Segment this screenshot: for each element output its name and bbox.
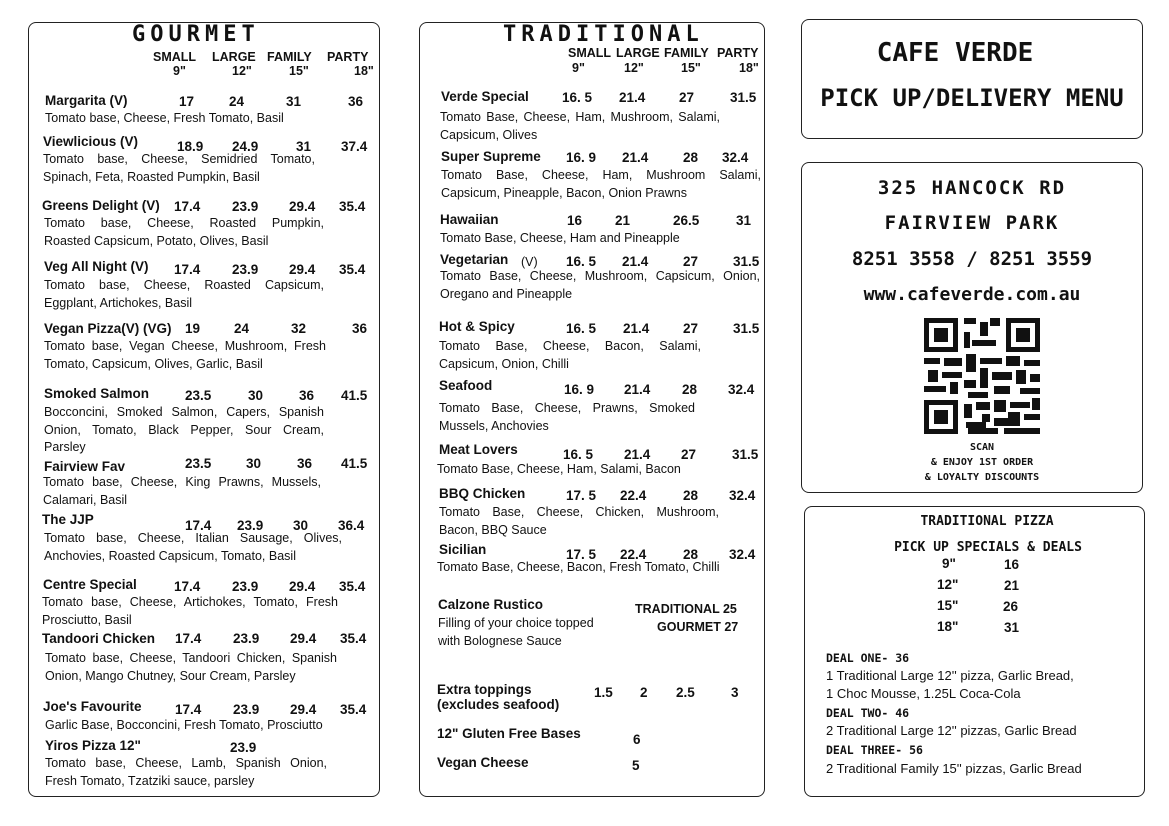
traditional-size-party: PARTY [717,46,759,60]
price-small: 17.4 [175,631,202,646]
traditional-inch-large: 12" [624,61,644,75]
deal-size: 18" [937,619,959,634]
price-party: 32.4 [728,382,755,397]
price-party: 35.4 [339,199,366,214]
extra-price-small: 1.5 [594,685,613,700]
price-small: 16. 9 [564,382,595,397]
price-large: 23.9 [232,262,259,277]
price-small: 17. 5 [566,488,597,503]
menu-item-name: Hawaiian [440,212,499,227]
vegan-cheese-label: Vegan Cheese [437,755,529,770]
price-large: 23.9 [237,518,264,533]
price-large: 23.9 [232,579,259,594]
price-small: 17.4 [185,518,212,533]
price-large: 21.4 [623,321,650,336]
deal-size-price: 31 [1004,620,1020,635]
price-party: 32.4 [729,547,756,562]
price-small: 16. 5 [563,447,594,462]
price-family: 30 [293,518,309,533]
gourmet-size-small: SMALL [153,50,197,64]
menu-item-desc: Tomato base, Cheese, Semidried Tomato, Spinach, Feta, Roasted Pumpkin, Basil [43,152,315,184]
menu-item-desc: Tomato Base, Cheese, Prawns, Smoked Mussels, Anchovies [439,401,695,433]
menu-item-desc: Tomato base, Cheese, Artichokes, Tomato, Fresh Prosciutto, Basil [42,595,338,627]
menu-item-desc: Tomato Base, Cheese, Ham and Pineapple [440,231,680,245]
price-family: 29.4 [289,579,316,594]
menu-item-desc: Tomato Base, Cheese, Ham, Salami, Bacon [437,462,681,476]
price-large: 23.9 [230,740,257,755]
price-large: 22.4 [620,488,647,503]
menu-item-desc: Tomato base, Cheese, King Prawns, Mussels, Calamari, Basil [43,475,321,507]
website[interactable]: www.cafeverde.com.au [863,284,1081,305]
price-family: 28 [682,382,698,397]
price-large: 23.9 [232,199,259,214]
extra-price-large: 2 [640,685,648,700]
gourmet-inch-small: 9" [173,64,186,78]
menu-item-name: Vegetarian [440,252,509,267]
price-family: 27 [683,254,699,269]
price-party: 32.4 [722,150,749,165]
menu-item-desc: Garlic Base, Bocconcini, Fresh Tomato, Prosciutto [45,718,323,732]
price-small: 19 [185,321,201,336]
price-small: 17. 5 [566,547,597,562]
price-party: 41.5 [341,456,368,471]
price-family: 29.4 [289,199,316,214]
menu-item-desc: Tomato Base, Cheese, Bacon, Salami, Capsicum, Onion, Chilli [439,339,701,371]
gourmet-size-large: LARGE [212,50,256,64]
deal-one-line-1: 1 Traditional Large 12'' pizza, Garlic Bread, [826,668,1074,683]
gourmet-size-family: FAMILY [267,50,312,64]
price-large: 24 [234,321,250,336]
traditional-size-family: FAMILY [664,46,709,60]
extra-price-party: 3 [731,685,739,700]
price-small: 16. 5 [562,90,593,105]
price-small: 17 [179,94,195,109]
menu-item-desc: Tomato base, Cheese, Roasted Pumpkin, Roasted Capsicum, Potato, Olives, Basil [44,216,324,248]
menu-item-desc: Tomato base, Vegan Cheese, Mushroom, Fresh Tomato, Capsicum, Olives, Garlic, Basil [44,339,326,371]
menu-item-desc: Tomato Base, Cheese, Ham, Mushroom, Salami, Capsicum, Olives [440,110,720,142]
deal-size-price: 16 [1004,557,1020,572]
price-party: 31.5 [730,90,757,105]
menu-item-name: Verde Special [441,89,529,104]
price-large: 23.9 [233,702,260,717]
cafe-name: CAFE VERDE [876,38,1034,68]
price-family: 28 [683,150,699,165]
menu-item-desc: Tomato Base, Cheese, Bacon, Fresh Tomato, Chilli [437,560,720,574]
menu-item-desc: Bocconcini, Smoked Salmon, Capers, Spanish Onion, Tomato, Black Pepper, Sour Cream, Parsley [44,405,324,454]
deal-size: 12" [937,577,959,592]
menu-item-name: Seafood [439,378,493,393]
menu-item-desc: Tomato base, Cheese, Lamb, Spanish Onion, Fresh Tomato, Tzatziki sauce, parsley [45,756,327,788]
price-party: 31.5 [733,254,760,269]
menu-item-name: Greens Delight (V) [42,198,160,213]
menu-item-name: Hot & Spicy [439,319,515,334]
price-family: 29.4 [290,631,317,646]
deal-size: 15" [937,598,959,613]
price-family: 28 [683,547,699,562]
price-small: 17.4 [174,199,201,214]
price-party: 32.4 [729,488,756,503]
price-large: 30 [248,388,264,403]
deal-two-line-1: 2 Traditional Large 12'' pizzas, Garlic Bread [826,723,1077,738]
menu-item-name: Meat Lovers [439,442,518,457]
qr-code-icon[interactable] [924,318,1040,434]
calzone-gourmet-price: GOURMET 27 [657,620,739,634]
phone-numbers: 8251 3558 / 8251 3559 [851,248,1093,270]
price-large: 21.4 [622,254,649,269]
price-small: 16. 5 [566,254,597,269]
price-small: 17.4 [174,579,201,594]
price-party: 31.5 [733,321,760,336]
price-party: 31.5 [732,447,759,462]
price-family: 31 [296,139,312,154]
calzone-name: Calzone Rustico [438,597,544,612]
address-line-1: 325 HANCOCK RD [877,177,1067,199]
scan-offer-line-2: & LOYALTY DISCOUNTS [924,472,1040,483]
price-party: 35.4 [339,262,366,277]
menu-item-name: Centre Special [43,577,137,592]
price-large: 22.4 [620,547,647,562]
price-large: 21.4 [624,447,651,462]
cafe-name-panel [801,19,1143,139]
price-family: 27 [679,90,695,105]
menu-item-desc: Tomato base, Cheese, Roasted Capsicum, Eggplant, Artichokes, Basil [44,278,324,310]
menu-item-desc: Tomato Base, Cheese, Mushroom, Capsicum, Onion, Oregano and Pineapple [440,269,760,301]
menu-item-name: Smoked Salmon [44,386,150,401]
menu-item-name: Yiros Pizza 12" [45,738,141,753]
gourmet-title: GOURMET [132,22,260,47]
deals-subtitle: PICK UP SPECIALS & DEALS [894,540,1082,555]
menu-item-name: Super Supreme [441,149,541,164]
menu-item-desc: Tomato Base, Cheese, Chicken, Mushroom, Bacon, BBQ Sauce [439,505,719,537]
price-small: 17.4 [174,262,201,277]
menu-item-name: Veg All Night (V) [44,259,149,274]
price-party: 35.4 [340,702,367,717]
deal-one-line-2: 1 Choc Mousse, 1.25L Coca-Cola [826,686,1021,701]
menu-item-name: Fairview Fav [44,459,126,474]
scan-text: SCAN [969,442,995,453]
price-large: 21.4 [619,90,646,105]
menu-item-name: Viewlicious (V) [43,134,139,149]
cafe-subtitle: PICK UP/DELIVERY MENU [820,84,1124,112]
deal-three-line-1: 2 Traditional Family 15'' pizzas, Garlic Bread [826,761,1082,776]
price-family: 32 [291,321,307,336]
traditional-inch-family: 15" [681,61,701,75]
traditional-size-large: LARGE [616,46,660,60]
price-party: 37.4 [341,139,368,154]
price-party: 35.4 [339,579,366,594]
menu-item-tag: (V) [521,255,538,269]
traditional-inch-small: 9" [572,61,585,75]
price-family: 31 [286,94,302,109]
price-party: 31 [736,213,752,228]
menu-item-name: Joe's Favourite [43,699,142,714]
deal-size: 9" [942,556,956,571]
calzone-desc: Filling of your choice topped with Bolognese Sauce [438,616,594,648]
extra-toppings-note: (excludes seafood) [437,697,560,712]
price-family: 29.4 [289,262,316,277]
menu-item-desc: Tomato base, Cheese, Italian Sausage, Olives, Anchovies, Roasted Capsicum, Tomato, Basil [44,531,342,563]
price-family: 28 [683,488,699,503]
price-large: 24.9 [232,139,259,154]
deal-size-price: 26 [1003,599,1019,614]
price-large: 23.9 [233,631,260,646]
extra-toppings-label: Extra toppings [437,682,532,697]
deal-size-price: 21 [1004,578,1020,593]
menu-item-name: Sicilian [439,542,487,557]
gourmet-size-party: PARTY [327,50,369,64]
price-small: 16 [567,213,583,228]
price-large: 24 [229,94,245,109]
menu-item-name: Vegan Pizza(V) (VG) [44,321,172,336]
price-small: 17.4 [175,702,202,717]
gluten-free-price: 6 [633,732,641,747]
gourmet-inch-party: 18" [354,64,374,78]
address-line-2: FAIRVIEW PARK [884,212,1060,234]
price-large: 21.4 [624,382,651,397]
gourmet-inch-large: 12" [232,64,252,78]
price-family: 27 [681,447,697,462]
price-family: 36 [297,456,313,471]
price-small: 16. 9 [566,150,597,165]
gourmet-inch-family: 15" [289,64,309,78]
deal-one-title: DEAL ONE- 36 [826,651,910,665]
price-party: 35.4 [340,631,367,646]
price-large: 21.4 [622,150,649,165]
price-party: 36.4 [338,518,365,533]
gluten-free-label: 12" Gluten Free Bases [437,726,581,741]
price-large: 21 [615,213,631,228]
deals-title: TRADITIONAL PIZZA [920,514,1054,529]
price-small: 23.5 [185,456,212,471]
price-small: 16. 5 [566,321,597,336]
extra-price-family: 2.5 [676,685,695,700]
price-party: 36 [348,94,364,109]
menu-item-desc: Tomato base, Cheese, Fresh Tomato, Basil [45,111,284,125]
price-family: 29.4 [290,702,317,717]
price-small: 18.9 [177,139,204,154]
deal-three-title: DEAL THREE- 56 [826,743,923,757]
scan-offer-line-1: & ENJOY 1ST ORDER [930,457,1034,468]
price-family: 36 [299,388,315,403]
deal-two-title: DEAL TWO- 46 [826,706,910,720]
traditional-title: TRADITIONAL [503,22,704,47]
price-family: 26.5 [673,213,700,228]
menu-item-name: Tandoori Chicken [42,631,156,646]
price-party: 41.5 [341,388,368,403]
menu-item-name: Margarita (V) [45,93,128,108]
traditional-inch-party: 18" [739,61,759,75]
menu-item-name: The JJP [42,512,94,527]
traditional-size-small: SMALL [568,46,612,60]
calzone-traditional-price: TRADITIONAL 25 [635,602,737,616]
menu-item-desc: Tomato base, Cheese, Tandoori Chicken, Spanish Onion, Mango Chutney, Sour Cream, Parsley [45,651,337,683]
menu-item-desc: Tomato Base, Cheese, Ham, Mushroom Salami, Capsicum, Pineapple, Bacon, Onion Prawns [441,168,761,200]
price-large: 30 [246,456,262,471]
price-party: 36 [352,321,368,336]
price-family: 27 [683,321,699,336]
menu-item-name: BBQ Chicken [439,486,526,501]
price-small: 23.5 [185,388,212,403]
vegan-cheese-price: 5 [632,758,640,773]
